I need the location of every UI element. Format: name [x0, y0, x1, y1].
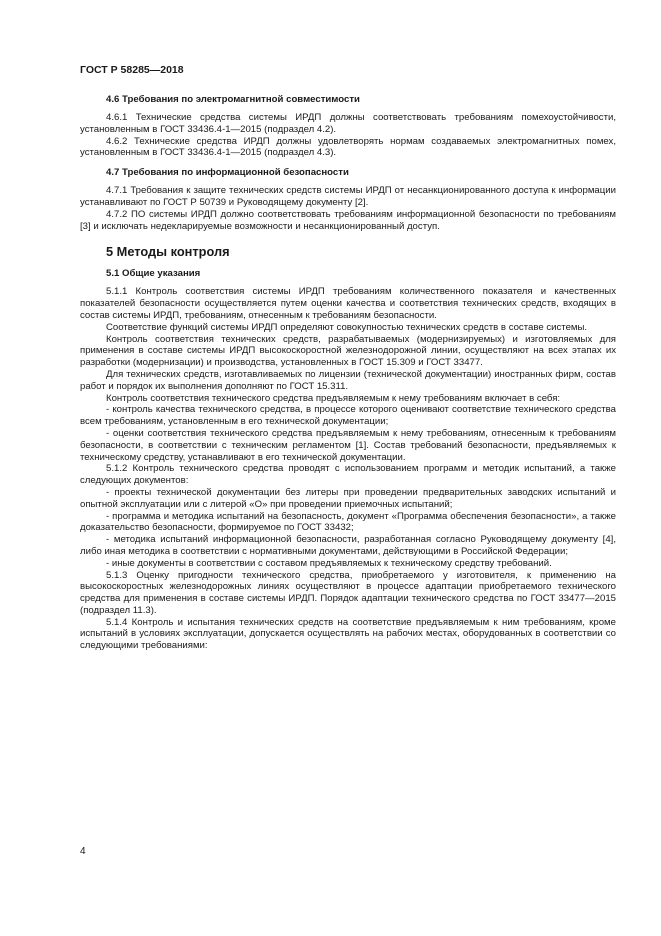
- list-item: - контроль качества технического средства, в процессе которого оценивают соответствие технического средства всем требованиям, установленным в его технической документации;: [80, 404, 616, 428]
- paragraph: Для технических средств, изготавливаемых по лицензии (технической документации) иностранных фирм, состав работ и порядок их выполнения дополняют по ГОСТ 15.311.: [80, 368, 616, 392]
- section-4-6-title: 4.6 Требования по электромагнитной совместимости: [106, 94, 360, 105]
- para-4-6-2: 4.6.2 Технические средства ИРДП должны удовлетворять нормам создаваемых электромагнитных помех, установленным в ГОСТ 33436.4-1—2015 (подраздел 4.3).: [80, 135, 616, 159]
- page-body: [80, 86, 616, 652]
- para-4-6-1: 4.6.1 Технические средства системы ИРДП должны соответствовать требованиям помехоустойчивости, установленным в ГОСТ 33436.4-1—2015 (подраздел 4.2).: [80, 112, 616, 135]
- list-item: - оценки соответствия технического средства предъявляемым к нему требованиям, отнесенным к требованиям безопасности, в соответствии с техническим регламентом [1]. Состав требований безопасности, предъявляемых к техническому средству, устанавливают в его технической документации.: [80, 427, 616, 463]
- paragraph: Контроль соответствия технических средств, разрабатываемых (модернизируемых) и изготовляемых для применения в составе системы ИРДП высокоскоростной железнодорожной линии, осуществляют на всех этапах их разработки (модернизации) и производства, установленных в ГОСТ 15.309 и ГОСТ 33477.: [80, 333, 616, 369]
- paragraph: 5.1.2 Контроль технического средства проводят с использованием программ и методик испытаний, а также следующих документов:: [80, 463, 616, 487]
- paragraph: 5.1.1 Контроль соответствия системы ИРДП требованиям количественного показателя и качественных показателей безопасности осуществляется путем оценки качества и соответствия технических средств, входящих в состав системы ИРДП, требованиям, отнесенным к требованиям безопасности.: [80, 286, 616, 321]
- list-item: - иные документы в соответствии с составом предъявляемых к техническому средству требований.: [106, 557, 552, 569]
- page-number: 4: [80, 846, 86, 857]
- paragraph: Контроль соответствия технического средства предъявляемым к нему требованиям включает в себя:: [106, 392, 561, 404]
- list-item: - методика испытаний информационной безопасности, разработанная согласно Руководящему документу [4], либо иная методика в соответствии с нормативными документами, действующими в Российской Федерации;: [80, 534, 616, 557]
- para-4-7-2: 4.7.2 ПО системы ИРДП должно соответствовать требованиям информационной безопасности по требованиям [3] и исключать недекларируемые возможности и несанкционированный доступ.: [80, 208, 616, 232]
- paragraph: 5.1.4 Контроль и испытания технических средств на соответствие предъявляемым к ним требованиям, кроме испытаний в условиях эксплуатации, допускается осуществлять на рабочих местах, оборудованных в соответствии со следующими требованиями:: [80, 616, 616, 652]
- document-id-header: ГОСТ Р 58285—2018: [80, 64, 184, 76]
- paragraph: 5.1.3 Оценку пригодности технического средства, приобретаемого у изготовителя, к применению на высокоскоростных железнодорожных линиях осуществляют в процессе адаптации приобретаемого технического средства для применения в составе системы ИРДП. Порядок адаптации технического средства по ГОСТ 33477—2015 (подраздел 11.3).: [80, 569, 616, 616]
- para-4-7-1: 4.7.1 Требования к защите технических средств системы ИРДП от несанкционированного доступа к информации устанавливают по ГОСТ Р 50739 и Руководящему документу [2].: [80, 185, 616, 208]
- list-item: - проекты технической документации без литеры при проведении предварительных заводских испытаний и опытной эксплуатации или с литерой «О» при проведении приемочных испытаний;: [80, 486, 616, 510]
- paragraph: Соответствие функций системы ИРДП определяют совокупностью технических средств в составе системы.: [106, 321, 588, 333]
- section-5-1-title: 5.1 Общие указания: [106, 268, 201, 280]
- list-item: - программа и методика испытаний на безопасность, документ «Программа обеспечения безопасности», а также доказательство безопасности, формируемое по ГОСТ 33432;: [80, 510, 616, 534]
- section-4-7-title: 4.7 Требования по информационной безопасности: [106, 167, 349, 179]
- section-5-title: 5 Методы контроля: [106, 244, 230, 260]
